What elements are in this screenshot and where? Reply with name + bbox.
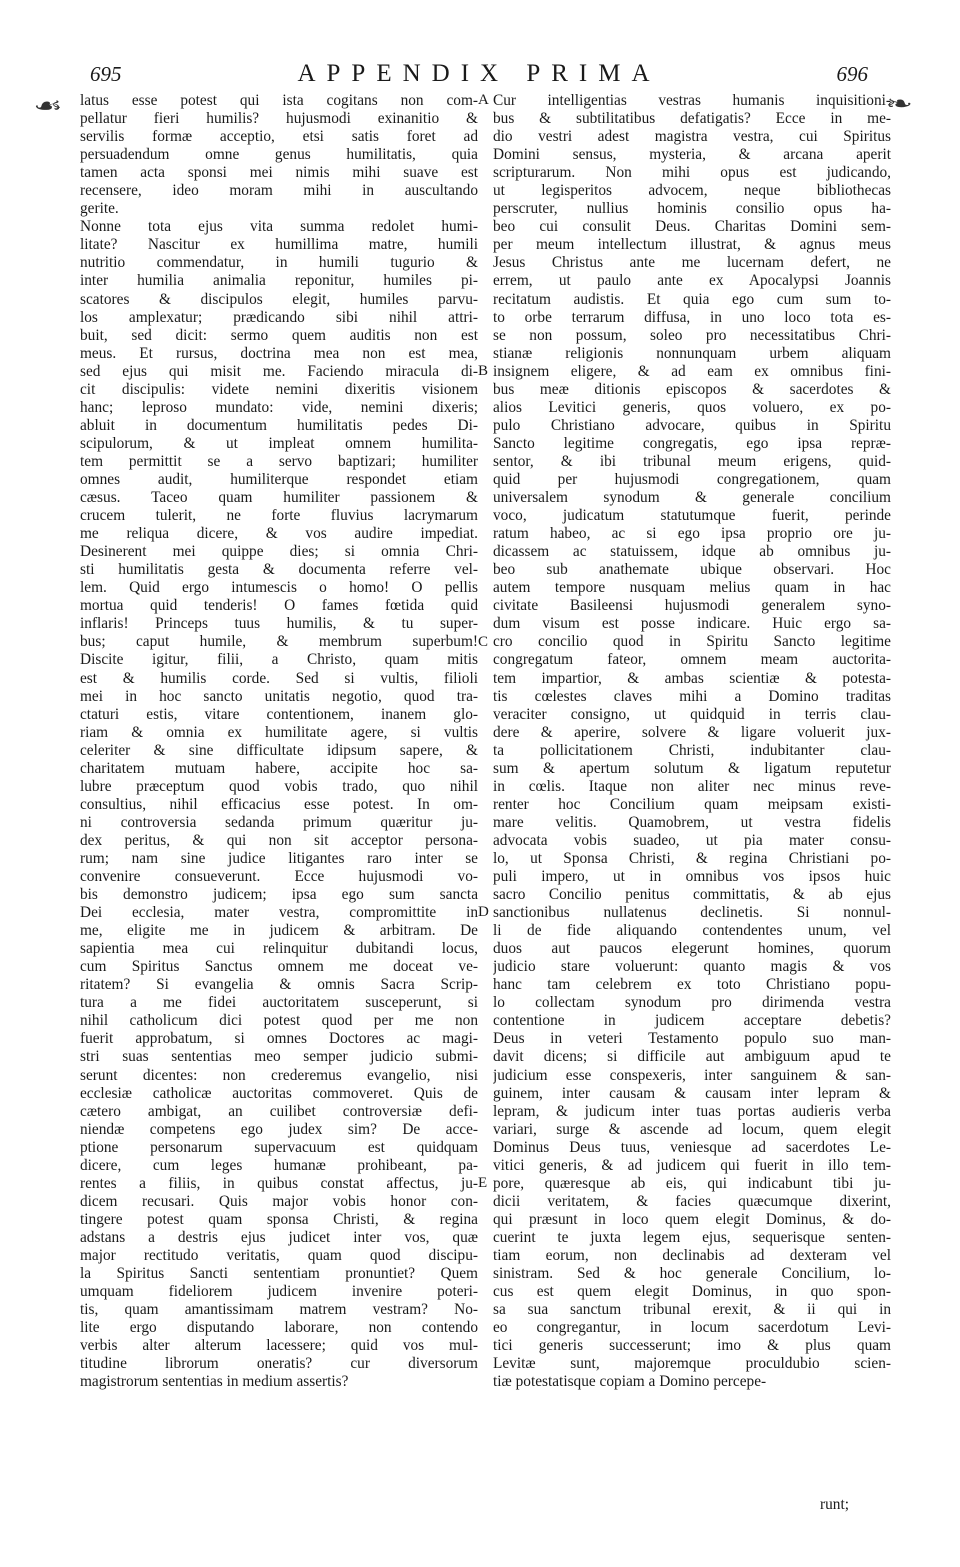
text-line: tici generis successerunt; imo & plus quam — [493, 1337, 891, 1355]
text-line: cro concilio quod in Spiritu Sancto legitime — [493, 633, 891, 651]
text-line: alios Levitici generis, quos voluero, ex po- — [493, 398, 891, 416]
text-line: rum; nam sine judice litigantes raro inter se — [80, 849, 478, 867]
text-line: gerite. — [80, 200, 119, 218]
catchword: runt; — [820, 1496, 849, 1513]
text-line: Levitæ sunt, majoremque proculdubio scien- — [493, 1355, 891, 1373]
text-line: scripturarum. Non mihi opus est judicando, — [493, 164, 891, 182]
text-line: Cur intelligentias vestras humanis inquisitioni- — [493, 92, 891, 109]
text-line: dicere, cum leges humanæ prohibeant, pa- — [80, 1156, 478, 1174]
text-line: los amplexatur; prædicando sibi nihil attri- — [80, 308, 478, 326]
text-line: renter hoc Concilium quam meipsam existi- — [493, 795, 891, 813]
text-line: dicem recusari. Quis major vobis honor con- — [80, 1192, 478, 1210]
text-line: insignem eligere, & ad eam ex omnibus fini- — [493, 362, 891, 380]
text-line: eo congregantur, in locum sacerdotum Levi- — [493, 1319, 891, 1337]
text-line: tura a me fidei auctoritatem susceperunt, si — [80, 994, 478, 1012]
margin-letter: E — [478, 1175, 488, 1191]
text-line: beo sub anathemate ubique observari. Hoc — [493, 561, 891, 579]
text-line: tis, quam amantissimam matrem vestram? No- — [80, 1301, 478, 1319]
text-line: Jesus Christus ante me lucernam defert, ne — [493, 254, 891, 272]
text-line: bus meæ ditionis episcopos & sacerdotes & — [493, 380, 891, 398]
text-line: la Spiritus Sancti sententiam pronuntiet? Quem — [80, 1265, 478, 1283]
text-line: to orbe terrarum diffusa, in uno loco tota es- — [493, 308, 891, 326]
text-line: servilis formæ acceptio, etsi satis foret ad — [80, 128, 478, 146]
text-line: advocata vobis suadeo, ut pia mater consu- — [493, 831, 891, 849]
text-line: mortua quid tenderis! O fames fœtida quid — [80, 597, 478, 615]
text-line: tiæ potestatisque copiam a Domino percepe- — [493, 1373, 767, 1391]
text-line: ut legisperitos advocem, neque bibliothecas — [493, 182, 891, 200]
text-line: convenire consueverunt. Ecce hujusmodi vo- — [80, 868, 478, 886]
text-line: duos aut paucos elegerunt homines, quorum — [493, 940, 891, 958]
text-line: sinistram. Sed & hoc generale Concilium, lo- — [493, 1265, 891, 1283]
text-line: Dei ecclesia, mater vestra, compromittite in — [80, 904, 478, 922]
text-line: serunt dicentes: non crederemus evangelio, nisi — [80, 1066, 478, 1084]
text-line: pore, quæresque ab eis, qui indicabunt tibi ju- — [493, 1174, 891, 1192]
text-line: cuerint te juxta legem ejus, sequerisque senten- — [493, 1228, 891, 1246]
text-line: dum visum est posse indicare. Huic ergo sa- — [493, 615, 891, 633]
text-line: qui præsunt in loco quem elegit Dominus, & do- — [493, 1210, 891, 1228]
text-line: Discite igitur, filii, a Christo, quam mitis — [80, 651, 478, 669]
text-line: hanc; leproso mundato: vide, nemini dixeris; — [80, 398, 478, 416]
text-line: tingere potest quam sponsa Christi, & regina — [80, 1210, 478, 1228]
margin-letter: D — [478, 904, 489, 921]
text-line: lubre præceptum quod vobis trado, quo nihil — [80, 777, 478, 795]
text-line: scatores & discipulos elegit, humiles parvu- — [80, 290, 478, 308]
text-line: buit, sed dicit: sermo quem auditis non est — [80, 326, 478, 344]
text-line: cæsus. Taceo quam humiliter passionem & — [80, 489, 478, 507]
text-line: voco, judicatum statutumque fuerit, perinde — [493, 507, 891, 525]
text-line: pellatur fieri humilis? hujusmodi exinanitio & — [80, 110, 478, 128]
text-line: sentor, & ibi tribunal meum erigens, quid- — [493, 452, 891, 470]
text-line: quid per hujusmodi congregationem, quam — [493, 470, 891, 488]
text-line: abluit in documentum humilitatis pedes Di- — [80, 416, 478, 434]
text-line: lo collectam synodum pro dirimenda vestra — [493, 994, 891, 1012]
text-line: sum & apertum solutum & ligatum reputetur — [493, 759, 891, 777]
text-line: sti humilitatis gesta & documenta referre vel- — [80, 561, 478, 579]
text-line: autem tempore nusquam melius quam in hac — [493, 579, 891, 597]
text-line: est & humilis corde. Sed si vultis, filioli — [80, 669, 478, 687]
text-line: universalem synodum & generale concilium — [493, 489, 891, 507]
text-line: ptione personarum supervacuum est quidquam — [80, 1138, 478, 1156]
text-line: cum Spiritus Sanctus omnem me doceat ve- — [80, 958, 478, 976]
text-line: contentione in judicem acceptare debetis? — [493, 1012, 891, 1030]
text-line: riam & omnia ex humilitate agere, si vultis — [80, 723, 478, 741]
text-line: tiam eorum, non declinabis ad dexteram vel — [493, 1247, 891, 1264]
text-line: ritatem? Si evangelia & omnis Sacra Scrip- — [80, 976, 478, 994]
text-line: veraciter consigno, ut quidquid in terris clau- — [493, 705, 891, 723]
text-line: consultius, nihil efficacius esse potest. In om- — [80, 795, 478, 813]
text-line: charitatem mutuam habere, accipite hoc sa- — [80, 759, 478, 777]
running-title: APPENDIX PRIMA — [297, 60, 661, 87]
text-line: ni controversia sedanda primum quæritur ju- — [80, 813, 478, 831]
left-text-column — [80, 92, 478, 1391]
running-header — [90, 62, 868, 92]
text-line: tem permittit se a servo baptizari; humiliter — [80, 452, 478, 470]
text-line: per meum intellectum illustrat, & agnus meus — [493, 236, 891, 254]
text-line: dere & aperire, solvere & ligare voluerit jux- — [493, 723, 891, 741]
text-line: sapientia mea cui relinquitur dubitandi locus, — [80, 940, 478, 958]
text-line: tis cœlestes claves mihi a Domino traditas — [493, 687, 891, 705]
margin-letter: B — [478, 362, 489, 379]
text-line: beo cui consulit Deus. Charitas Domini sem- — [493, 218, 891, 236]
text-line: lem. Quid ergo intumescis o homo! O pellis — [80, 579, 478, 597]
text-line: congregatum fateor, omnem meam auctorita- — [493, 651, 891, 669]
text-line: ratum habeo, ac si ego ipsa proprio ore ju- — [493, 525, 891, 543]
text-line: sacro Concilio penitus committatis, & ab ejus — [493, 886, 891, 904]
text-line: scipulorum, & ut impleat omnem humilita- — [80, 434, 478, 452]
text-line: recensere, ideo moram mihi in auscultando — [80, 182, 478, 200]
text-line: Nonne tota ejus vita summa redolet humi- — [80, 218, 478, 236]
text-line: judicium esse conspexeris, inter sanguinem & san- — [493, 1066, 891, 1084]
text-line: puli impero, ut in omnibus vos ipsos huic — [493, 868, 891, 886]
text-line: titudine librorum oneratis? cur diversorum — [80, 1355, 478, 1373]
text-line: nutritio commendatur, in humili tugurio & — [80, 254, 478, 272]
text-line: major rectitudo veritatis, quam quod discipu- — [80, 1247, 478, 1264]
text-line: Desinerent mei quippe dies; si omnia Chri- — [80, 543, 478, 561]
margin-letter: C — [478, 633, 489, 650]
text-line: ecclesiæ catholicæ auctoritas commoveret. Quis de — [80, 1084, 478, 1102]
text-line: adstans a destris ejus judicet inter vos, quæ — [80, 1228, 478, 1246]
text-line: Deus in veteri Testamento populo suo man- — [493, 1030, 891, 1048]
text-line: umquam fideliorem judicem invenire poteri- — [80, 1283, 478, 1301]
text-line: me reliqua dicere, & vos audire impediat. — [80, 525, 478, 543]
hand-ornament-left-icon: ☙ — [33, 94, 63, 119]
text-line: cit discipulis: videte nemini dixeritis visionem — [80, 380, 478, 398]
text-line: sa sua sanctum tribunal erexit, & ii qui in — [493, 1301, 891, 1319]
text-line: Sancto legitime congregatis, ego ipsa repræ- — [493, 434, 891, 452]
text-line: Dominus Deus tuus, veniesque ad sacerdotes Le- — [493, 1138, 891, 1156]
text-line: recitatum audistis. Et quia ego cum sum to- — [493, 290, 891, 308]
text-line: cætero ambigat, an cuilibet controversiæ defi- — [80, 1102, 478, 1120]
text-line: li de fide aliquando contendentes unum, vel — [493, 922, 891, 940]
page-number-left: 695 — [90, 62, 122, 86]
text-line: hanc tam celebrem ex toto Christiano popu- — [493, 976, 891, 994]
text-line: errem, ut paulo ante ex Apocalypsi Joannis — [493, 272, 891, 290]
text-line: inflaris! Princeps tuus humilis, & tu super- — [80, 615, 478, 633]
text-line: crucem tulerit, ne forte fluvius lacrymarum — [80, 507, 478, 525]
text-line: celeriter & sine difficultate idipsum sapere, & — [80, 741, 478, 759]
text-line: fuerit approbatum, si omnes Doctores ac magi- — [80, 1030, 478, 1048]
page-number-right: 696 — [836, 62, 868, 86]
text-line: inter humilia animalia reponitur, humiles pi- — [80, 272, 478, 290]
text-line: pulo Christiano advocare, quibus in Spiritu — [493, 416, 891, 434]
text-line: verbis alter alterum lacessere; quid vos mul- — [80, 1337, 478, 1355]
text-line: civitate Basileensi hujusmodi generalem syno- — [493, 597, 891, 615]
text-line: rentes a filiis, in quibus constat affectus, ju- — [80, 1174, 478, 1192]
text-line: niendæ competens ego judex sim? De acce- — [80, 1120, 478, 1138]
text-line: dex peritus, & qui non sit acceptor persona- — [80, 831, 478, 849]
margin-letter: A — [478, 92, 489, 108]
text-line: mare velitis. Quamobrem, ut vestra fidelis — [493, 813, 891, 831]
text-line: lite ergo disputando laborare, non contendo — [80, 1319, 478, 1337]
text-line: tamen acta sponsi mei nimis mihi suave est — [80, 164, 478, 182]
text-line: persuadendum omne genus humilitatis, quia — [80, 146, 478, 164]
text-line: tem impartior, & ambas scientiæ & potesta- — [493, 669, 891, 687]
text-line: Domini sensus, mysteria, & arcana aperit — [493, 146, 891, 164]
hand-ornament-right-icon: ❧ — [885, 92, 914, 117]
text-line: meus. Et rursus, doctrina mea non est mea, — [80, 344, 478, 362]
text-line: in cœlis. Itaque non aliter nec minus reve- — [493, 777, 891, 795]
text-line: perscruter, nullius hominis consilio opus ha- — [493, 200, 891, 218]
right-text-column — [493, 92, 891, 1391]
text-line: dicassem ac statuissem, idque ab omnibus ju- — [493, 543, 891, 561]
text-line: vitici generis, & ad judicem qui fuerit in illo tem- — [493, 1156, 891, 1174]
text-line: litate? Nascitur ex humillima matre, humili — [80, 236, 478, 254]
text-line: lo, ut Sponsa Christi, & regina Christiani po- — [493, 849, 891, 867]
text-line: stianæ religionis nonnunquam urbem aliquam — [493, 344, 891, 362]
text-line: davit dicens; si difficile aut ambiguum apud te — [493, 1048, 891, 1066]
text-line: ctaturi estis, vitare contentionem, inanem glo- — [80, 705, 478, 723]
text-line: cus est quem elegit Dominus, in quo spon- — [493, 1283, 891, 1301]
text-line: bus & subtilitatibus defatigatis? Ecce in me- — [493, 110, 891, 128]
text-line: nihil catholicum dici potest quod per me non — [80, 1012, 478, 1030]
text-line: lepram, & judicum inter tuas portas audieris verba — [493, 1102, 891, 1120]
text-line: dicii veritatem, & facies quæcumque dixerint, — [493, 1192, 891, 1210]
text-line: variari, surge & ascende ad locum, quem elegit — [493, 1120, 891, 1138]
text-line: mei in hoc sancto unitatis negotio, quod tra- — [80, 687, 478, 705]
text-line: dio vestri adest magistra vestra, cui Spiritus — [493, 128, 891, 146]
text-line: judicio stare voluerunt: quanto magis & vos — [493, 958, 891, 976]
text-line: latus esse potest qui ista cogitans non com- — [80, 92, 478, 109]
text-line: sanctionibus nullatenus declinetis. Si nonnul- — [493, 904, 891, 922]
text-line: se non possum, soleo pro necessitatibus Chri- — [493, 326, 891, 344]
text-line: guinem, inter causam & causam inter lepram & — [493, 1084, 891, 1102]
text-line: me, eligite me in judicem & arbitram. De — [80, 922, 478, 940]
text-line: sed ejus qui misit me. Faciendo miracula di- — [80, 362, 478, 380]
text-line: omnes audit, humiliterque respondet etiam — [80, 470, 478, 488]
text-line: bus; caput humile, & membrum superbum! — [80, 633, 478, 651]
text-line: bis demonstro judicem; ipsa ego sum sancta — [80, 886, 478, 904]
text-line: magistrorum sententias in medium assertis? — [80, 1373, 349, 1391]
text-line: ta pollicitationem Christi, indubitanter clau- — [493, 741, 891, 759]
text-line: stri suas sententias meo semper judicio submi- — [80, 1048, 478, 1066]
